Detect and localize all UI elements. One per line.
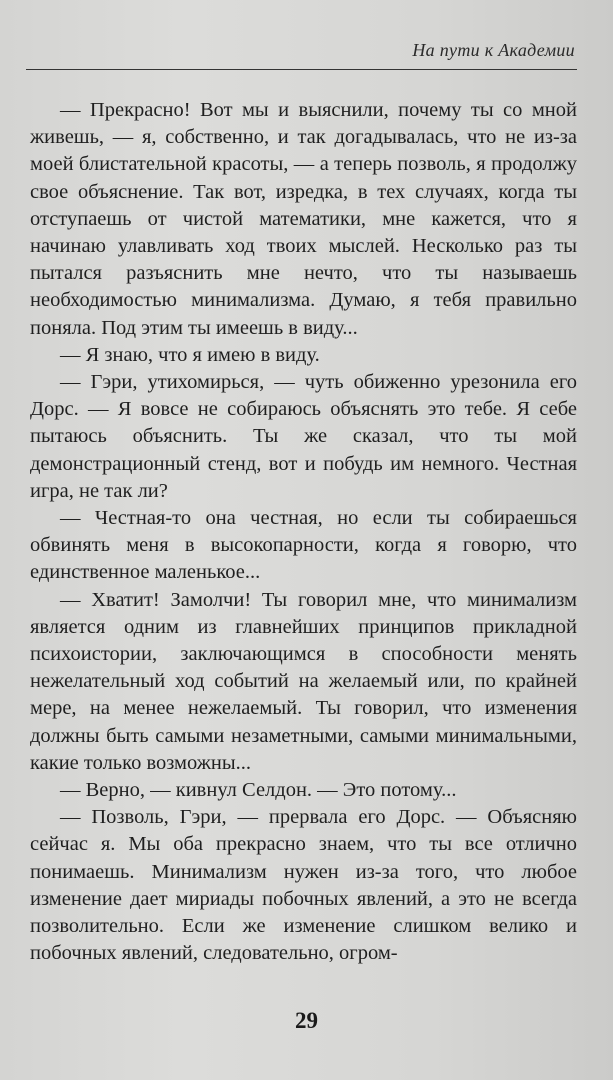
paragraph: — Я знаю, что я имею в виду. bbox=[60, 343, 320, 366]
page-number: 29 bbox=[295, 1008, 318, 1033]
paragraph: — Прекрасно! Вот мы и выяснили, почему ты со мной живешь, — я, собственно, и так догадывалась, что не из-за моей блистательной красоты, — а теперь позволь, я продолжу свое объяснение. Так вот, изредка, в тех случаях, когда ты отступаешь от чистой математики, мне кажется, что я начинаю улавливать ход твоих мыслей. Несколько раз ты пытался разъяснить мне нечто, что ты называешь необходимостью минимализма. Думаю, я тебя правильно поняла. Под этим ты имеешь в виду... bbox=[30, 99, 577, 339]
body-text bbox=[30, 97, 577, 968]
paragraph: — Честная-то она честная, но если ты собираешься обвинять меня в высокопарности, когда я говорю, что единственное маленькое... bbox=[30, 507, 577, 584]
paragraph: — Хватит! Замолчи! Ты говорил мне, что минимализм является одним из главнейших принципов прикладной психоистории, заключающимся в способности менять нежелательный ход событий на желаемый или, по крайней мере, на менее нежелаемый. Ты говорил, что изменения должны быть самыми незаметными, самыми минимальными, какие только возможны... bbox=[30, 588, 577, 774]
paragraph: — Верно, — кивнул Селдон. — Это потому... bbox=[60, 779, 457, 802]
paragraph: — Гэри, утихомирься, — чуть обиженно урезонила его Дорс. — Я вовсе не собираюсь объяснять это тебе. Я себе пытаюсь объяснить. Ты же сказал, что ты мой демонстрационный стенд, вот и побудь им немного. Честная игра, не так ли? bbox=[30, 371, 577, 502]
paragraph: — Позволь, Гэри, — прервала его Дорс. — Объясняю сейчас я. Мы оба прекрасно знаем, что ты все отлично понимаешь. Минимализм нужен из-за того, что любое изменение дает мириады побочных явлений, а это не всегда позволительно. Если же изменение слишком велико и побочных явлений, следовательно, огром- bbox=[30, 806, 577, 965]
running-head: На пути к Академии bbox=[412, 40, 575, 60]
header-rule bbox=[26, 69, 577, 70]
